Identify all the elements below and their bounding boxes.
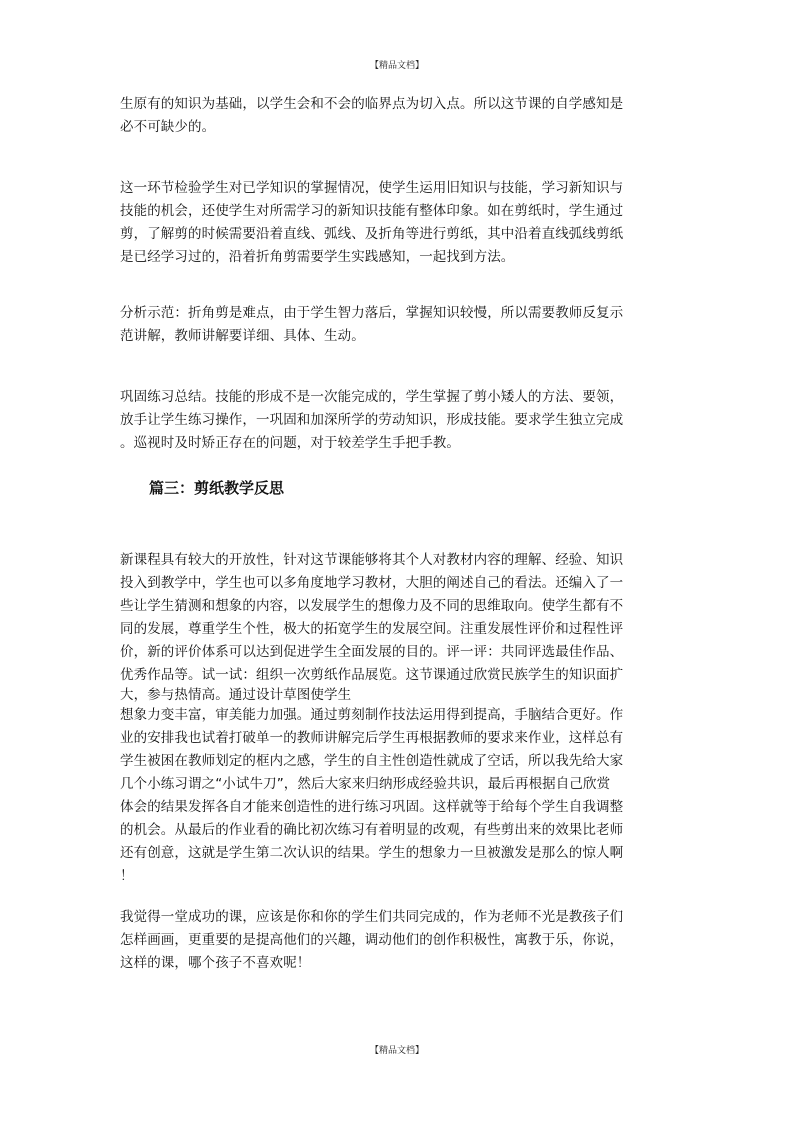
page-footer: 【精品文档】: [369, 1046, 424, 1056]
paragraph-4: [120, 386, 680, 455]
text-line: 生原有的知识为基础，以学生会和不会的临界点为切入点。所以这节课的自学感知是: [120, 96, 624, 112]
text-line: 这一环节检验学生对已学知识的掌握情况，使学生运用旧知识与技能，学习新知识与: [120, 180, 624, 196]
paragraph-6: [120, 906, 680, 975]
text-line: 价，新的评价体系可以达到促进学生全面发展的目的。评一评：共同评选最佳作品、: [120, 644, 624, 660]
text-line: 我觉得一堂成功的课，应该是你和你的学生们共同完成的，作为老师不光是教孩子们: [120, 909, 624, 925]
text-line: 业的安排我也试着打破单一的教师讲解完后学生再根据教师的要求来作业，这样总有: [120, 730, 624, 746]
text-line: 些让学生猜测和想象的内容，以发展学生的想像力及不同的思维取向。使学生都有不: [120, 598, 624, 614]
paragraph-2: [120, 177, 680, 269]
text-line: 范讲解，教师讲解要详细、具体、生动。: [120, 328, 365, 344]
paragraph-3: [120, 302, 680, 348]
text-line: 剪，了解剪的时候需要沿着直线、弧线、及折角等进行剪纸，其中沿着直线弧线剪纸: [120, 226, 624, 242]
text-line: 怎样画画，更重要的是提高他们的兴趣，调动他们的创作积极性，寓教于乐，你说，: [120, 932, 624, 948]
paragraph-1: [120, 93, 680, 139]
text-line: 这样的课，哪个孩子不喜欢呢！: [120, 955, 311, 971]
text-line: 还有创意，这就是学生第二次认识的结果。学生的想象力一旦被激发是那么的惊人啊: [120, 845, 624, 861]
text-line: 几个小练习谓之“小试牛刀”，然后大家来归纳形成经验共识，最后再根据自己欣赏: [120, 776, 611, 792]
text-line: 。巡视时及时矫正存在的问题，对于较差学生手把手教。: [120, 435, 460, 451]
text-line: 大，参与热情高。通过设计草图使学生: [120, 687, 352, 703]
text-line: 学生被困在教师划定的框内之感，学生的自主性创造性就成了空话，所以我先给大家: [120, 753, 624, 769]
text-line: 同的发展，尊重学生个性，极大的拓宽学生的发展空间。注重发展性评价和过程性评: [120, 621, 624, 637]
text-line: 的机会。从最后的作业看的确比初次练习有着明显的改观，有些剪出来的效果比老师: [120, 822, 624, 838]
text-line: 放手让学生练习操作，一巩固和加深所学的劳动知识，形成技能。要求学生独立完成: [120, 412, 624, 428]
text-line: ！: [120, 868, 134, 884]
text-line: 分析示范：折角剪是难点，由于学生智力落后，掌握知识较慢，所以需要教师反复示: [120, 305, 624, 321]
text-line: 技能的机会，还使学生对所需学习的新知识技能有整体印象。如在剪纸时，学生通过: [120, 203, 624, 219]
text-line: 投入到教学中，学生也可以多角度地学习教材，大胆的阐述自己的看法。还编入了一: [120, 575, 624, 591]
text-line: 新课程具有较大的开放性，针对这节课能够将其个人对教材内容的理解、经验、知识: [120, 552, 624, 568]
text-line: 优秀作品等。试一试：组织一次剪纸作品展览。这节课通过欣赏民族学生的知识面扩: [120, 667, 624, 683]
section-heading: 篇三：剪纸教学反思: [149, 479, 285, 497]
page-header: 【精品文档】: [369, 61, 424, 71]
text-line: 巩固练习总结。技能的形成不是一次能完成的，学生掌握了剪小矮人的方法、要领，: [120, 389, 624, 405]
text-line: 必不可缺少的。: [120, 119, 216, 135]
paragraph-5: [120, 549, 680, 888]
text-line: 体会的结果发挥各自才能来创造性的进行练习巩固。这样就等于给每个学生自我调整: [120, 799, 624, 815]
text-line: 是已经学习过的，沿着折角剪需要学生实践感知，一起找到方法。: [120, 249, 515, 265]
text-line: 想象力变丰富，审美能力加强。通过剪刻制作技法运用得到提高，手脑结合更好。作: [120, 707, 624, 723]
